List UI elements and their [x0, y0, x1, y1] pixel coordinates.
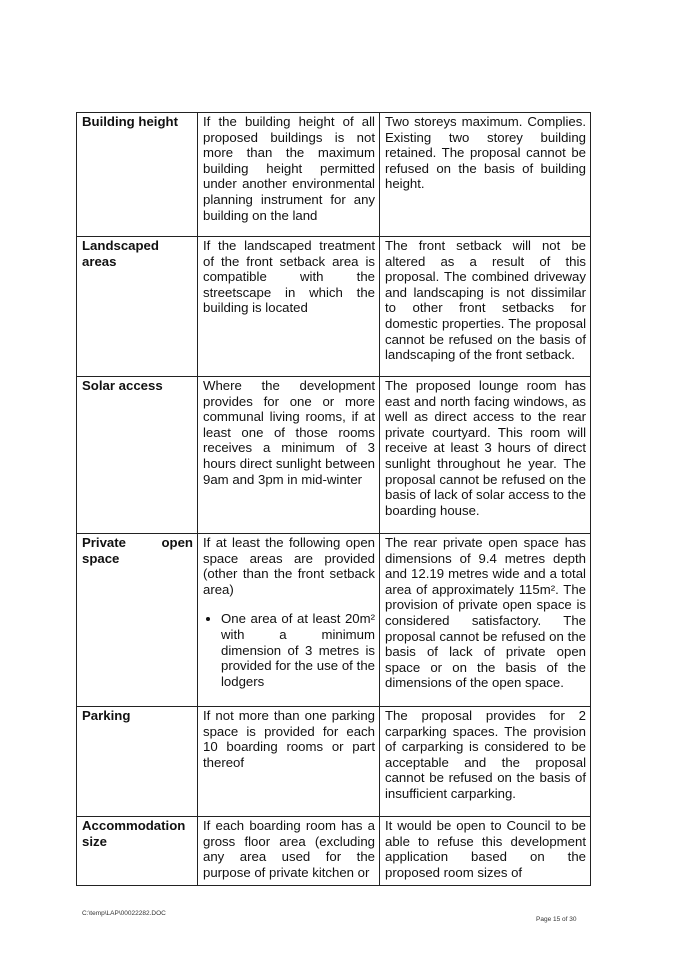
standard-cell: If the landscaped treatment of the front setback area is compatible with the streetscape in which the building is located: [198, 237, 380, 377]
table-row: [77, 377, 591, 534]
criterion-cell: Parking: [77, 707, 198, 817]
criterion-line: [82, 535, 193, 551]
criterion-word: open: [161, 535, 193, 550]
criterion-cell: Accommodation size: [77, 817, 198, 886]
standard-cell: If not more than one parking space is provided for each 10 boarding rooms or part thereof: [198, 707, 380, 817]
criterion-cell: Building height: [77, 113, 198, 237]
standard-cell: If the building height of all proposed buildings is not more than the maximum building height permitted under another environmental planning instrument for any building on the land: [198, 113, 380, 237]
comment-cell: Two storeys maximum. Complies. Existing two storey building retained. The proposal cannot be refused on the basis of building height.: [380, 113, 591, 237]
table-row: [77, 534, 591, 707]
criterion-cell: [77, 534, 198, 707]
criterion-word: space: [82, 550, 120, 566]
comment-cell: The rear private open space has dimensions of 9.4 metres depth and 12.19 metres wide and a total area of approximately 115m². The provision of private open space is considered satisfactory. The proposal cannot be refused on the basis of lack of private open space or on the basis of the dimensions of the open space.: [380, 534, 591, 707]
table-row: [77, 817, 591, 886]
footer-page-number: Page 15 of 30: [536, 916, 577, 923]
footer-file-path: C:\temp\LAP\00022282.DOC: [82, 910, 166, 917]
comment-cell: The proposed lounge room has east and north facing windows, as well as direct access to the rear private courtyard. This room will receive at least 3 hours of direct sunlight throughout he year. The proposal cannot be refused on the basis of lack of solar access to the boarding house.: [380, 377, 591, 534]
table-row: [77, 237, 591, 377]
standard-bullet: • One area of at least 20m² with a minimum dimension of 3 metres is provided for the use of the lodgers: [221, 611, 375, 689]
table-row: [77, 113, 591, 237]
table-row: [77, 707, 591, 817]
comment-cell: The front setback will not be altered as a result of this proposal. The combined driveway and landscaping is not dissimilar to other front setbacks for domestic properties. The proposal cannot be refused on the basis of landscaping of the front setback.: [380, 237, 591, 377]
comment-cell: It would be open to Council to be able to refuse this development application based on the proposed room sizes of: [380, 817, 591, 886]
comment-cell: The proposal provides for 2 carparking spaces. The provision of carparking is considered to be acceptable and the proposal cannot be refused on the basis of insufficient carparking.: [380, 707, 591, 817]
standard-cell: Where the development provides for one or more communal living rooms, if at least one of those rooms receives a minimum of 3 hours direct sunlight between 9am and 3pm in mid-winter: [198, 377, 380, 534]
standard-cell: [198, 534, 380, 707]
standard-cell: If each boarding room has a gross floor area (excluding any area used for the purpose of private kitchen or: [198, 817, 380, 886]
standard-bullet-list: [203, 611, 375, 689]
criterion-cell: Solar access: [77, 377, 198, 534]
standard-text: If at least the following open space areas are provided (other than the front setback area): [203, 535, 375, 597]
criterion-word: Private: [82, 535, 126, 550]
assessment-table: [76, 112, 591, 886]
criterion-cell: Landscaped areas: [77, 237, 198, 377]
